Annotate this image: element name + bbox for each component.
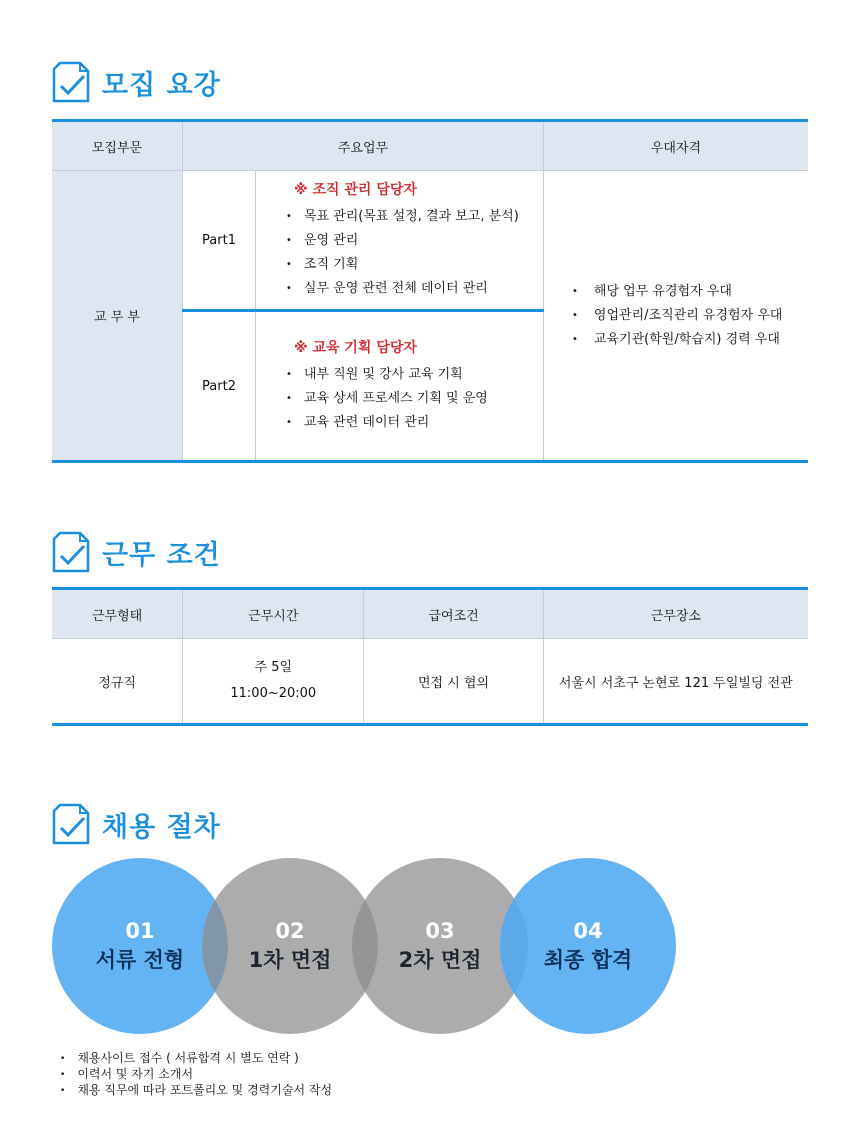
header-work-hours: 근무시간: [183, 589, 364, 639]
header-salary: 급여조건: [364, 589, 543, 639]
document-check-icon: [52, 802, 92, 846]
step-number: 01: [125, 919, 155, 943]
conditions-table: [52, 587, 808, 726]
part2-heading: ※ 교육 기획 담당자: [294, 340, 417, 356]
work-days: 주 5일: [254, 660, 293, 675]
document-check-icon: [52, 60, 92, 104]
list-item: • 교육 관련 데이터 관리: [286, 411, 543, 435]
conditions-section-title: [52, 530, 221, 574]
list-item: • 채용사이트 접수 ( 서류합격 시 별도 연락 ): [60, 1051, 332, 1067]
list-item: • 조직 기획: [286, 253, 543, 277]
application-notes: [60, 1051, 332, 1099]
header-preferred: 우대자격: [544, 121, 809, 171]
part1-label: Part1: [183, 171, 256, 311]
part1-duties: [256, 171, 544, 311]
list-item: • 영업관리/조직관리 유경험자 우대: [572, 304, 808, 328]
part1-heading: ※ 조직 관리 담당자: [294, 182, 417, 198]
list-item: • 교육기관(학원/학습지) 경력 우대: [572, 328, 808, 352]
step-number: 02: [275, 919, 305, 943]
part2-label: Part2: [183, 311, 256, 462]
part2-duties: [256, 311, 544, 462]
process-step-4: [500, 858, 676, 1034]
list-item: • 채용 직무에 따라 포트폴리오 및 경력기술서 작성: [60, 1083, 332, 1099]
section-title-text: 모집 요강: [102, 69, 221, 101]
salary-cell: 면접 시 협의: [364, 639, 543, 725]
department-cell: 교 무 부: [52, 171, 183, 462]
step-label: 1차 면접: [248, 948, 332, 972]
header-duties: 주요업무: [183, 121, 544, 171]
header-department: 모집부문: [52, 121, 183, 171]
header-location: 근무장소: [543, 589, 808, 639]
section-title-text: 근무 조건: [102, 539, 221, 571]
process-section-title: [52, 802, 221, 846]
list-item: • 이력서 및 자기 소개서: [60, 1067, 332, 1083]
list-item: • 내부 직원 및 강사 교육 기획: [286, 363, 543, 387]
section-title-text: 채용 절차: [102, 811, 221, 843]
work-time: 11:00~20:00: [230, 686, 317, 701]
list-item: • 실무 운영 관련 전체 데이터 관리: [286, 277, 543, 301]
step-label: 2차 면접: [398, 948, 482, 972]
location-cell: 서울시 서초구 논현로 121 두일빌딩 전관: [543, 639, 808, 725]
list-item: • 해당 업무 유경험자 우대: [572, 280, 808, 304]
step-label: 최종 합격: [543, 948, 633, 972]
list-item: • 운영 관리: [286, 229, 543, 253]
recruit-section-title: [52, 60, 221, 104]
step-number: 03: [425, 919, 455, 943]
step-label: 서류 전형: [95, 948, 185, 972]
step-number: 04: [573, 919, 603, 943]
header-work-type: 근무형태: [52, 589, 183, 639]
list-item: • 목표 관리(목표 설정, 결과 보고, 분석): [286, 205, 543, 229]
document-check-icon: [52, 530, 92, 574]
recruit-table: [52, 119, 808, 463]
work-hours-cell: [183, 639, 364, 725]
list-item: • 교육 상세 프로세스 기획 및 운영: [286, 387, 543, 411]
preferred-cell: [544, 171, 809, 462]
work-type-cell: 정규직: [52, 639, 183, 725]
